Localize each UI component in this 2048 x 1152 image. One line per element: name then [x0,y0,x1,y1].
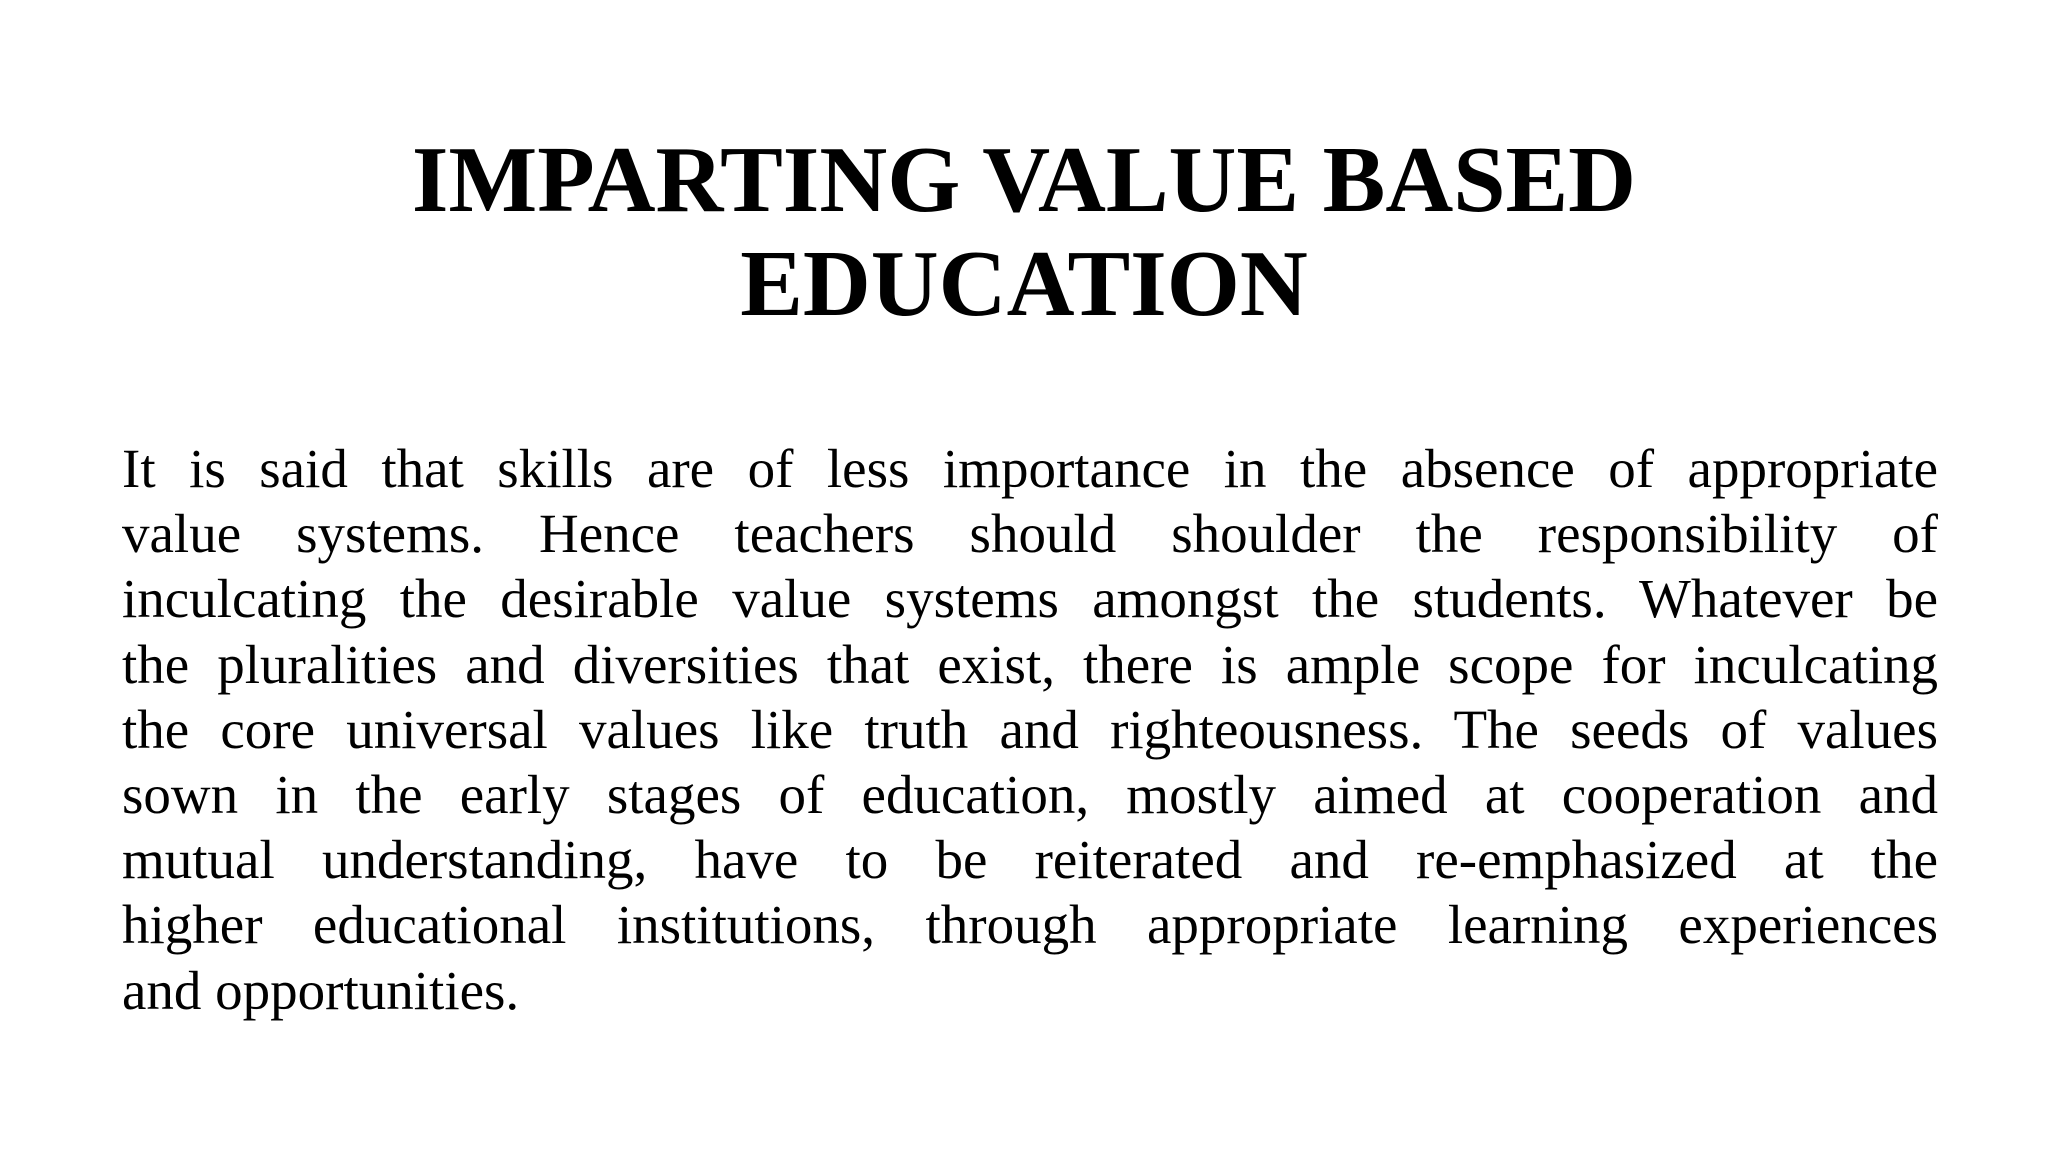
slide-title [0,128,2048,336]
body-line: and opportunities. [122,959,520,1021]
body-line: mutual understanding, have to be reiterated and re-emphasized at the [122,829,1938,891]
body-paragraph [122,436,1938,1023]
title-line: EDUCATION [740,232,1308,336]
body-line: inculcating the desirable value systems amongst the students. Whatever be [122,568,1938,630]
body-line: higher educational institutions, through appropriate learning experiences [122,894,1938,956]
body-line: value systems. Hence teachers should shoulder the responsibility of [122,503,1938,565]
body-line: It is said that skills are of less importance in the absence of appropriate [122,438,1938,499]
title-line: IMPARTING VALUE BASED [411,128,1637,232]
body-line: sown in the early stages of education, mostly aimed at cooperation and [122,764,1938,826]
body-line: the core universal values like truth and righteousness. The seeds of values [122,698,1938,760]
body-line: the pluralities and diversities that exist, there is ample scope for inculcating [122,633,1938,695]
